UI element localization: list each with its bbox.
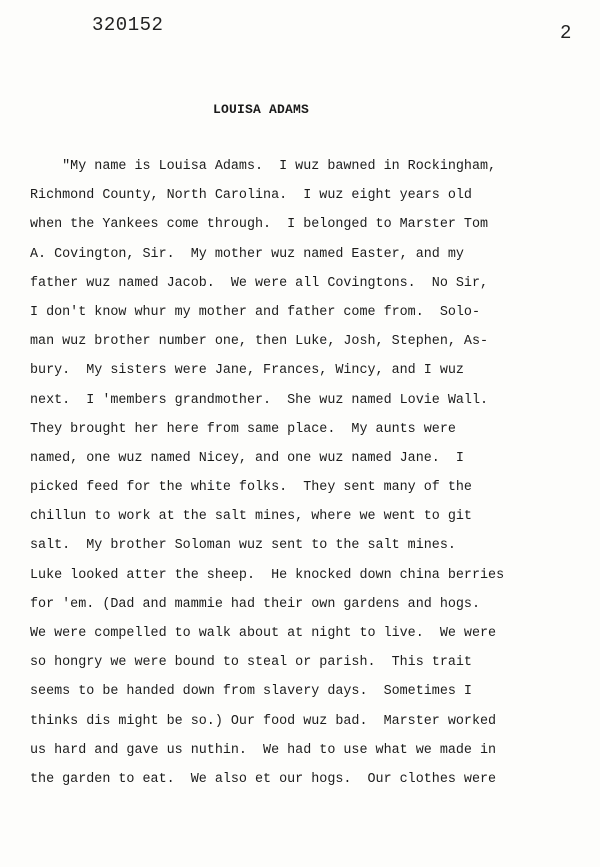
text-line: thinks dis might be so.) Our food wuz bad. Marster worked: [30, 713, 497, 729]
narrative-body: [30, 152, 578, 794]
text-line: when the Yankees come through. I belonged to Marster Tom: [30, 217, 489, 233]
text-line: seems to be handed down from slavery days. Sometimes I: [30, 684, 472, 700]
text-line: so hongry we were bound to steal or parish. This trait: [30, 655, 472, 671]
text-line: They brought her here from same place. My aunts were: [30, 421, 456, 437]
text-line: picked feed for the white folks. They sent many of the: [30, 480, 472, 496]
text-line: next. I 'members grandmother. She wuz named Lovie Wall.: [30, 392, 489, 408]
text-line: I don't know whur my mother and father come from. Solo-: [30, 304, 480, 320]
text-line: the garden to eat. We also et our hogs. Our clothes were: [30, 771, 497, 787]
text-line: man wuz brother number one, then Luke, Josh, Stephen, As-: [30, 334, 489, 350]
text-line: A. Covington, Sir. My mother wuz named Easter, and my: [30, 246, 464, 262]
page-number: 2: [560, 22, 572, 44]
document-title: LOUISA ADAMS: [213, 102, 310, 117]
text-line: We were compelled to walk about at night to live. We were: [30, 626, 497, 641]
text-line: Richmond County, North Carolina. I wuz eight years old: [30, 188, 472, 204]
text-line: named, one wuz named Nicey, and one wuz named Jane. I: [30, 450, 464, 466]
text-line: us hard and gave us nuthin. We had to use what we made in: [30, 742, 497, 758]
text-line: Luke looked atter the sheep. He knocked down china berries: [30, 567, 505, 583]
text-line: father wuz named Jacob. We were all Covingtons. No Sir,: [30, 275, 489, 291]
text-line: "My name is Louisa Adams. I wuz bawned in Rockingham,: [30, 159, 497, 174]
text-line: salt. My brother Soloman wuz sent to the salt mines.: [30, 538, 456, 554]
text-line: bury. My sisters were Jane, Frances, Wincy, and I wuz: [30, 363, 464, 379]
text-line: chillun to work at the salt mines, where we went to git: [30, 509, 472, 525]
text-line: for 'em. (Dad and mammie had their own gardens and hogs.: [30, 596, 480, 612]
document-id: 320152: [92, 14, 164, 36]
